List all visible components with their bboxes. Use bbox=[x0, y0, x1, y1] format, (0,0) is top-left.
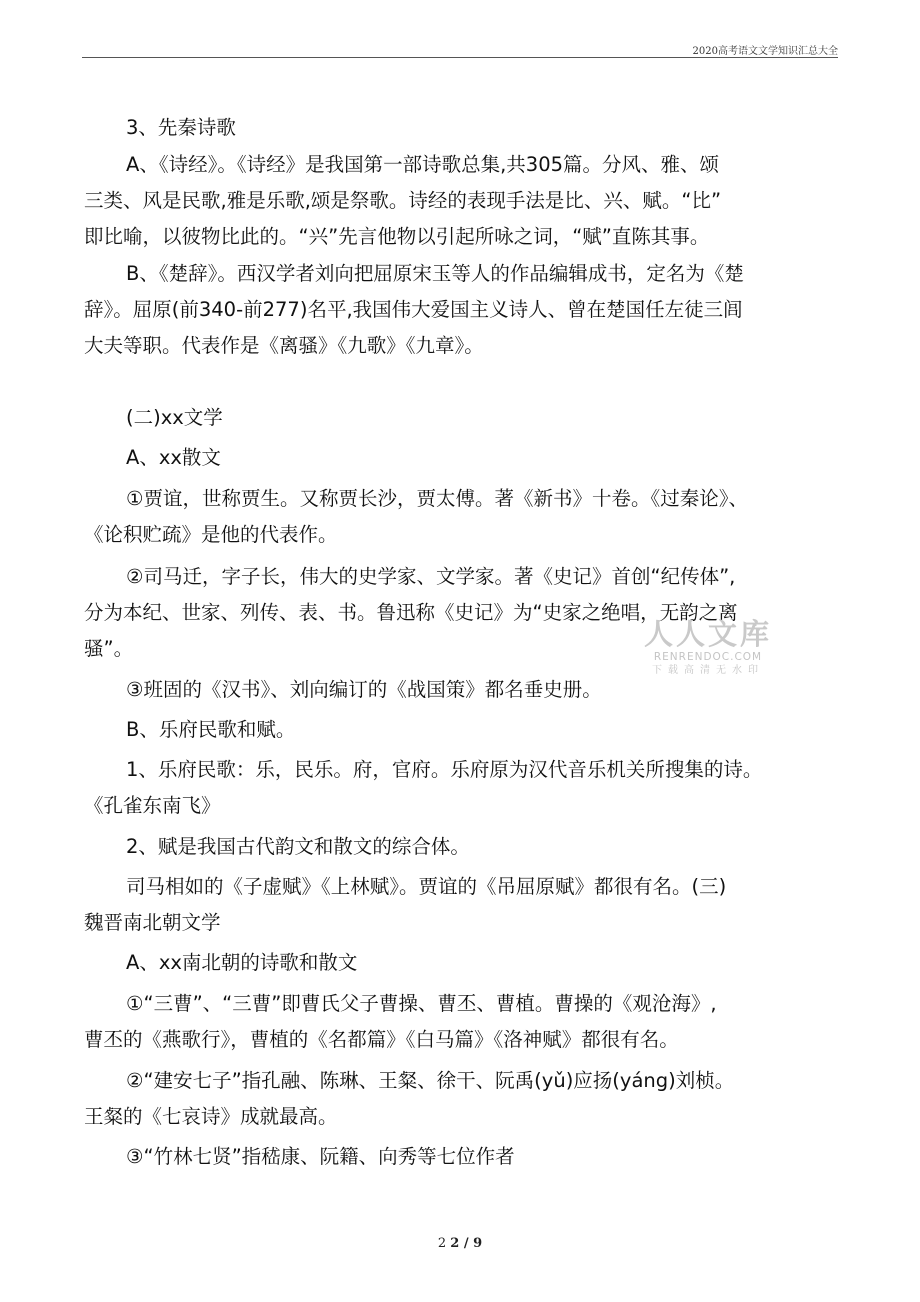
renrendoc-watermark bbox=[640, 618, 776, 678]
subsection-heading: A、xx南北朝的诗歌和散文 bbox=[126, 951, 358, 974]
paragraph-line: 《孔雀东南飞》 bbox=[84, 794, 221, 817]
paragraph-line: B、《楚辞》。西汉学者刘向把屈原宋玉等人的作品编辑成书，定名为《楚 bbox=[126, 262, 744, 285]
watermark-site: RENRENDOC.COM bbox=[653, 651, 763, 663]
page-footer bbox=[0, 1236, 920, 1251]
section-heading: (二)xx文学 bbox=[126, 406, 223, 429]
paragraph-line: 魏晋南北朝文学 bbox=[84, 911, 221, 934]
paragraph-line: ①贾谊，世称贾生。又称贾长沙，贾太傅。著《新书》十卷。《过秦论》、 bbox=[126, 487, 748, 510]
paragraph-line: 《论积贮疏》是他的代表作。 bbox=[84, 523, 338, 546]
page-of-total: 2 / 9 bbox=[450, 1236, 483, 1251]
paragraph-line: ②司马迁，字子长，伟大的史学家、文学家。著《史记》首创“纪传体”, bbox=[126, 565, 736, 588]
header-divider bbox=[82, 57, 838, 58]
page-header-title: 2020高考语文文学知识汇总大全 bbox=[692, 46, 838, 57]
paragraph-line: 1、乐府民歌：乐，民乐。府，官府。乐府原为汉代音乐机关所搜集的诗。 bbox=[126, 758, 763, 781]
page-number: 2 bbox=[437, 1236, 447, 1251]
paragraph-line: 辞》。屈原(前340-前277)名平,我国伟大爱国主义诗人、曾在楚国任左徒三闾 bbox=[84, 298, 743, 321]
paragraph-line: 大夫等职。代表作是《离骚》《九歌》《九章》。 bbox=[84, 334, 484, 357]
paragraph-line: 分为本纪、世家、列传、表、书。鲁迅称《史记》为“史家之绝唱，无韵之离 bbox=[84, 601, 738, 624]
paragraph-line: 即比喻，以彼物比此的。“兴”先言他物以引起所咏之词，“赋”直陈其事。 bbox=[84, 225, 710, 248]
subsection-heading: A、xx散文 bbox=[126, 446, 221, 469]
paragraph-line: 司马相如的《子虚赋》《上林赋》。贾谊的《吊屈原赋》都很有名。(三) bbox=[126, 875, 727, 898]
paragraph-line: ①“三曹”、“三曹”即曹氏父子曹操、曹丕、曹植。曹操的《观沧海》, bbox=[126, 992, 717, 1015]
paragraph-line: 曹丕的《燕歌行》，曹植的《名都篇》《白马篇》《洛神赋》都很有名。 bbox=[84, 1028, 679, 1051]
paragraph-line: 王粲的《七哀诗》成就最高。 bbox=[84, 1105, 338, 1128]
watermark-title: 人人文库 bbox=[643, 617, 772, 651]
paragraph-line: ③班固的《汉书》、刘向编订的《战国策》都名垂史册。 bbox=[126, 678, 602, 701]
paragraph-line: ③“竹林七贤”指嵇康、阮籍、向秀等七位作者 bbox=[126, 1145, 515, 1168]
paragraph-line: ②“建安七子”指孔融、陈琳、王粲、徐干、阮禹(yǔ)应扬(yáng)刘桢。 bbox=[126, 1069, 735, 1092]
paragraph-line: A、《诗经》。《诗经》是我国第一部诗歌总集,共305篇。分风、雅、颂 bbox=[126, 153, 720, 176]
paragraph-line: 骚”。 bbox=[84, 637, 134, 660]
section-heading-pre-qin-poetry: 3、先秦诗歌 bbox=[126, 116, 236, 139]
watermark-tagline: 下载高清无水印 bbox=[652, 665, 764, 676]
paragraph-line: 三类、风是民歌,雅是乐歌,颂是祭歌。诗经的表现手法是比、兴、赋。“比” bbox=[84, 189, 722, 212]
subsection-heading: B、乐府民歌和赋。 bbox=[126, 718, 296, 741]
paragraph-line: 2、赋是我国古代韵文和散文的综合体。 bbox=[126, 835, 470, 858]
